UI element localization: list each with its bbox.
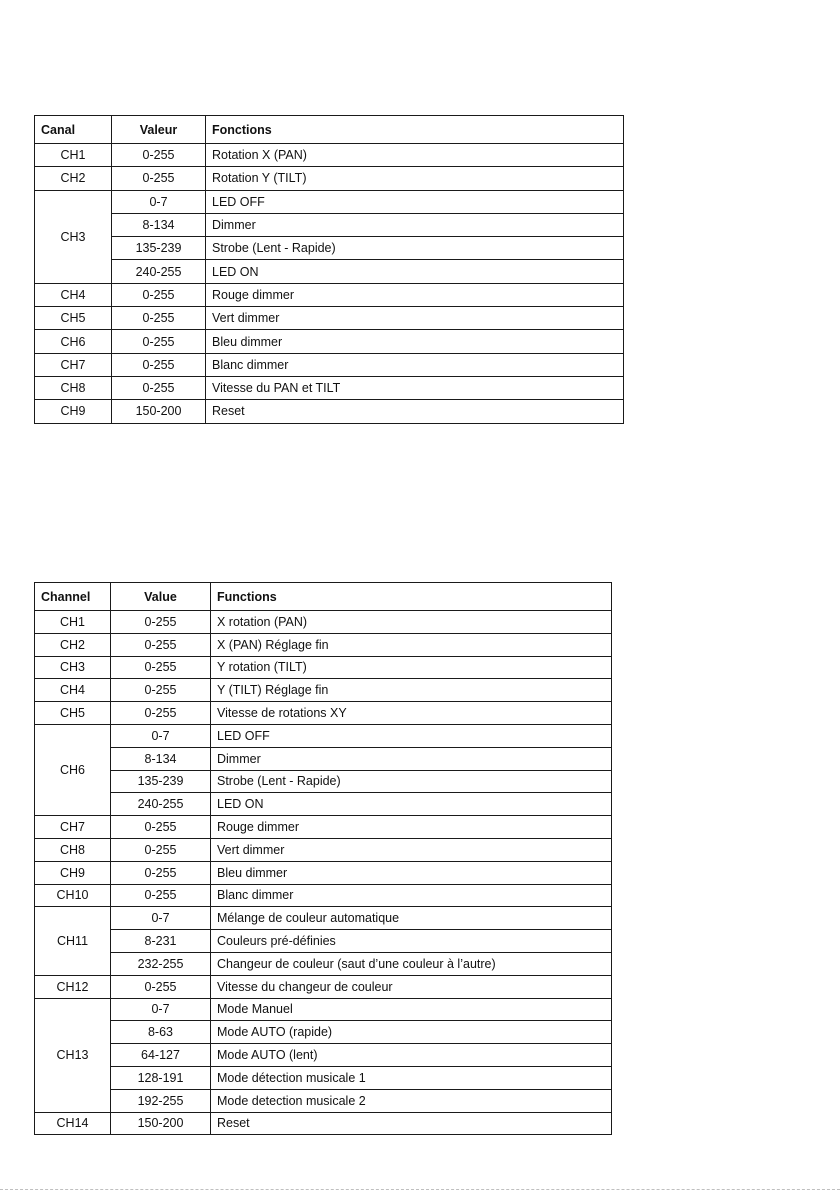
- table-row: [35, 975, 612, 998]
- table-row: [35, 702, 612, 725]
- value-cell: 240-255: [111, 793, 211, 816]
- value-cell: 0-255: [111, 816, 211, 839]
- function-cell: Blanc dimmer: [211, 884, 612, 907]
- channel-cell: CH6: [35, 724, 111, 815]
- function-cell: Vitesse du PAN et TILT: [206, 376, 624, 399]
- function-cell: Y rotation (TILT): [211, 656, 612, 679]
- channel-cell: CH4: [35, 679, 111, 702]
- value-cell: 0-255: [111, 838, 211, 861]
- value-cell: 0-7: [111, 998, 211, 1021]
- function-cell: X (PAN) Réglage fin: [211, 633, 612, 656]
- value-cell: 0-255: [111, 975, 211, 998]
- value-cell: 0-255: [111, 679, 211, 702]
- table-row: [35, 1021, 612, 1044]
- value-cell: 64-127: [111, 1044, 211, 1067]
- function-cell: Dimmer: [211, 747, 612, 770]
- value-cell: 128-191: [111, 1066, 211, 1089]
- channel-cell: CH12: [35, 975, 111, 998]
- table-row: [35, 260, 624, 283]
- function-cell: Mode détection musicale 1: [211, 1066, 612, 1089]
- header-value: Value: [111, 583, 211, 611]
- table-row: [35, 400, 624, 423]
- value-cell: 0-255: [112, 144, 206, 167]
- table-row: [35, 884, 612, 907]
- function-cell: Couleurs pré-définies: [211, 930, 612, 953]
- function-cell: Reset: [206, 400, 624, 423]
- channel-cell: CH9: [35, 400, 112, 423]
- channel-cell: CH14: [35, 1112, 111, 1135]
- value-cell: 135-239: [112, 237, 206, 260]
- channel-cell: CH5: [35, 307, 112, 330]
- value-cell: 0-255: [112, 307, 206, 330]
- dmx-table-en: [34, 582, 612, 1135]
- function-cell: Changeur de couleur (saut d’une couleur à l’autre): [211, 952, 612, 975]
- function-cell: LED ON: [211, 793, 612, 816]
- value-cell: 0-255: [111, 884, 211, 907]
- function-cell: Vitesse de rotations XY: [211, 702, 612, 725]
- table-row: [35, 330, 624, 353]
- channel-cell: CH4: [35, 283, 112, 306]
- table-row: [35, 724, 612, 747]
- value-cell: 0-255: [111, 656, 211, 679]
- channel-cell: CH13: [35, 998, 111, 1112]
- table-row: [35, 167, 624, 190]
- function-cell: Bleu dimmer: [211, 861, 612, 884]
- value-cell: 8-231: [111, 930, 211, 953]
- table-header-row: [35, 116, 624, 144]
- function-cell: Rotation Y (TILT): [206, 167, 624, 190]
- channel-cell: CH7: [35, 816, 111, 839]
- channel-cell: CH1: [35, 144, 112, 167]
- table-row: [35, 1066, 612, 1089]
- function-cell: Dimmer: [206, 213, 624, 236]
- value-cell: 0-255: [111, 611, 211, 634]
- function-cell: LED ON: [206, 260, 624, 283]
- channel-cell: CH8: [35, 376, 112, 399]
- header-channel: Canal: [35, 116, 112, 144]
- table-row: [35, 816, 612, 839]
- channel-cell: CH7: [35, 353, 112, 376]
- table-row: [35, 952, 612, 975]
- function-cell: Bleu dimmer: [206, 330, 624, 353]
- table-row: [35, 307, 624, 330]
- table-row: [35, 1044, 612, 1067]
- function-cell: Vert dimmer: [206, 307, 624, 330]
- header-function: Functions: [211, 583, 612, 611]
- table-row: [35, 838, 612, 861]
- table-row: [35, 747, 612, 770]
- table-row: [35, 213, 624, 236]
- channel-cell: CH10: [35, 884, 111, 907]
- table-header-row: [35, 583, 612, 611]
- table-row: [35, 861, 612, 884]
- value-cell: 150-200: [111, 1112, 211, 1135]
- table-row: [35, 353, 624, 376]
- channel-cell: CH3: [35, 190, 112, 283]
- header-function: Fonctions: [206, 116, 624, 144]
- table-row: [35, 190, 624, 213]
- function-cell: Mode AUTO (rapide): [211, 1021, 612, 1044]
- channel-cell: CH3: [35, 656, 111, 679]
- function-cell: Vert dimmer: [211, 838, 612, 861]
- function-cell: Strobe (Lent - Rapide): [206, 237, 624, 260]
- function-cell: Rouge dimmer: [206, 283, 624, 306]
- channel-cell: CH2: [35, 167, 112, 190]
- function-cell: Rouge dimmer: [211, 816, 612, 839]
- value-cell: 0-255: [112, 283, 206, 306]
- value-cell: 0-255: [111, 702, 211, 725]
- table-row: [35, 679, 612, 702]
- function-cell: Mode Manuel: [211, 998, 612, 1021]
- function-cell: Reset: [211, 1112, 612, 1135]
- table-row: [35, 283, 624, 306]
- function-cell: LED OFF: [206, 190, 624, 213]
- value-cell: 0-255: [112, 330, 206, 353]
- table-row: [35, 611, 612, 634]
- function-cell: Mode detection musicale 2: [211, 1089, 612, 1112]
- function-cell: Y (TILT) Réglage fin: [211, 679, 612, 702]
- function-cell: Vitesse du changeur de couleur: [211, 975, 612, 998]
- table-row: [35, 907, 612, 930]
- value-cell: 8-63: [111, 1021, 211, 1044]
- value-cell: 0-7: [112, 190, 206, 213]
- value-cell: 0-255: [112, 167, 206, 190]
- function-cell: Blanc dimmer: [206, 353, 624, 376]
- value-cell: 135-239: [111, 770, 211, 793]
- channel-cell: CH1: [35, 611, 111, 634]
- table-row: [35, 656, 612, 679]
- value-cell: 0-255: [112, 353, 206, 376]
- channel-cell: CH8: [35, 838, 111, 861]
- value-cell: 0-255: [112, 376, 206, 399]
- table-row: [35, 1112, 612, 1135]
- header-value: Valeur: [112, 116, 206, 144]
- value-cell: 0-255: [111, 633, 211, 656]
- dmx-table-fr: [34, 115, 624, 424]
- table-row: [35, 998, 612, 1021]
- function-cell: Mélange de couleur automatique: [211, 907, 612, 930]
- function-cell: LED OFF: [211, 724, 612, 747]
- channel-cell: CH2: [35, 633, 111, 656]
- value-cell: 240-255: [112, 260, 206, 283]
- table-row: [35, 1089, 612, 1112]
- value-cell: 8-134: [112, 213, 206, 236]
- table-row: [35, 930, 612, 953]
- channel-cell: CH9: [35, 861, 111, 884]
- channel-cell: CH11: [35, 907, 111, 975]
- value-cell: 0-7: [111, 907, 211, 930]
- table-row: [35, 793, 612, 816]
- table-row: [35, 633, 612, 656]
- channel-cell: CH6: [35, 330, 112, 353]
- channel-cell: CH5: [35, 702, 111, 725]
- function-cell: Rotation X (PAN): [206, 144, 624, 167]
- value-cell: 192-255: [111, 1089, 211, 1112]
- value-cell: 8-134: [111, 747, 211, 770]
- value-cell: 232-255: [111, 952, 211, 975]
- value-cell: 150-200: [112, 400, 206, 423]
- function-cell: Strobe (Lent - Rapide): [211, 770, 612, 793]
- value-cell: 0-255: [111, 861, 211, 884]
- table-row: [35, 237, 624, 260]
- function-cell: Mode AUTO (lent): [211, 1044, 612, 1067]
- header-channel: Channel: [35, 583, 111, 611]
- function-cell: X rotation (PAN): [211, 611, 612, 634]
- table-row: [35, 376, 624, 399]
- table-row: [35, 770, 612, 793]
- table-row: [35, 144, 624, 167]
- value-cell: 0-7: [111, 724, 211, 747]
- page-bottom-rule: [0, 1189, 840, 1190]
